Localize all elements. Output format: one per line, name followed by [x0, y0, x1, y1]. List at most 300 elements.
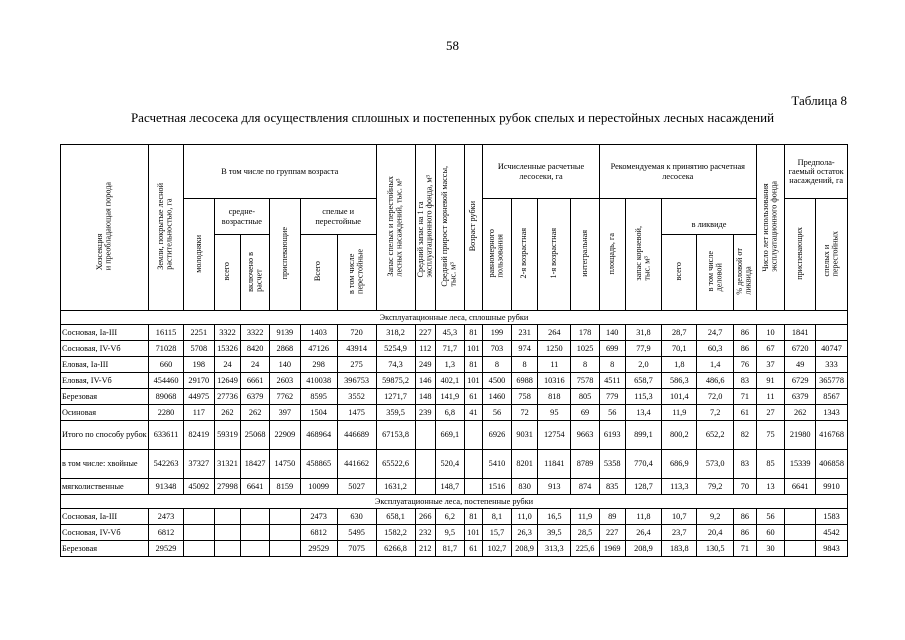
header-label: Число лет использования эксплуатационного фонда: [760, 181, 779, 272]
table-cell: 128,7: [625, 479, 662, 495]
table-cell: 65522,6: [376, 450, 415, 479]
table-cell: 264: [538, 325, 571, 341]
header-label: 2-я возрастная: [519, 228, 529, 279]
table-cell: 770,4: [625, 450, 662, 479]
table-cell: [464, 450, 482, 479]
table-cell: 31321: [214, 450, 241, 479]
row-label: Осиновая: [61, 405, 149, 421]
table-cell: 91348: [149, 479, 184, 495]
table-cell: 266: [415, 509, 435, 525]
table-title: Расчетная лесосека для осуществления сплошных и постепенных рубок спелых и перестойных лесных насаждений: [130, 110, 775, 125]
table-cell: 60,3: [697, 341, 734, 357]
table-cell: [183, 525, 214, 541]
table-cell: 8: [571, 357, 600, 373]
table-cell: 402,1: [436, 373, 465, 389]
col-header-avg-stock: [415, 145, 435, 311]
header-label: интегральная: [579, 230, 589, 277]
table-row: [61, 357, 848, 373]
table-cell: 59319: [214, 421, 241, 450]
table-cell: 669,1: [436, 421, 465, 450]
table-cell: 70: [734, 479, 757, 495]
table-cell: [415, 450, 435, 479]
table-cell: 11: [756, 389, 785, 405]
table-cell: 75: [756, 421, 785, 450]
col-header-business-pct: [734, 235, 757, 311]
table-cell: [269, 525, 300, 541]
col-group-recommended: Рекомендуемая к принятию расчетная лесосека: [599, 145, 756, 199]
table-cell: 25068: [241, 421, 270, 450]
row-label: Сосновая, IV-Vб: [61, 341, 149, 357]
table-cell: 8789: [571, 450, 600, 479]
col-header-liquid-business: [697, 235, 734, 311]
table-cell: [785, 541, 816, 557]
table-cell: 416768: [816, 421, 848, 450]
table-cell: 5358: [599, 450, 625, 479]
table-cell: 9,5: [436, 525, 465, 541]
col-header-maturing: [269, 199, 300, 311]
table-cell: 11,8: [625, 509, 662, 525]
col-header-liquid-total: [662, 235, 697, 311]
table-cell: 686,9: [662, 450, 697, 479]
table-cell: 1343: [816, 405, 848, 421]
table-cell: 6379: [241, 389, 270, 405]
table-cell: 8: [483, 357, 512, 373]
table-cell: 71: [734, 541, 757, 557]
table-cell: 1460: [483, 389, 512, 405]
table-cell: 183,8: [662, 541, 697, 557]
table-cell: 231: [511, 325, 538, 341]
table-cell: [183, 541, 214, 557]
table-cell: 446689: [337, 421, 376, 450]
col-header-first-age: [538, 199, 571, 311]
table-cell: 199: [483, 325, 512, 341]
table-cell: 37327: [183, 450, 214, 479]
table-cell: 262: [241, 405, 270, 421]
table-cell: 31,8: [625, 325, 662, 341]
table-cell: 45092: [183, 479, 214, 495]
row-label: Сосновая, IV-Vб: [61, 525, 149, 541]
table-row: [61, 405, 848, 421]
table-cell: 29529: [149, 541, 184, 557]
table-row: [61, 450, 848, 479]
table-cell: 699: [599, 341, 625, 357]
table-cell: 5410: [483, 450, 512, 479]
table-cell: 24: [214, 357, 241, 373]
table-cell: 974: [511, 341, 538, 357]
table-cell: 95: [538, 405, 571, 421]
table-cell: 60: [756, 525, 785, 541]
col-header-section: [61, 145, 149, 311]
table-cell: 83: [734, 450, 757, 479]
table-cell: 28,5: [571, 525, 600, 541]
table-cell: 1969: [599, 541, 625, 557]
table-cell: 15,7: [483, 525, 512, 541]
table-cell: 208,9: [511, 541, 538, 557]
row-label: Березовая: [61, 389, 149, 405]
table-cell: 15326: [214, 341, 241, 357]
table-cell: 40747: [816, 341, 848, 357]
table-cell: [785, 509, 816, 525]
table-cell: 112: [415, 341, 435, 357]
table-cell: 13,4: [625, 405, 662, 421]
table-cell: 72: [511, 405, 538, 421]
table-cell: 140: [269, 357, 300, 373]
table-cell: [269, 541, 300, 557]
table-row: [61, 421, 848, 450]
table-cell: 23,7: [662, 525, 697, 541]
header-label: Запас спелых и перестойных лесных насаждений, тыс. м³: [385, 176, 404, 277]
table-cell: 178: [571, 325, 600, 341]
table-cell: 249: [415, 357, 435, 373]
table-cell: 7,2: [697, 405, 734, 421]
table-cell: 24: [241, 357, 270, 373]
table-cell: 6379: [785, 389, 816, 405]
row-label: Еловая, Ia-III: [61, 357, 149, 373]
table-cell: 2868: [269, 341, 300, 357]
col-header-second-age: [511, 199, 538, 311]
row-label: Сосновая, Ia-III: [61, 509, 149, 525]
row-label: Итого по способу рубок: [61, 421, 149, 450]
row-label: Сосновая, Ia-III: [61, 325, 149, 341]
table-row: [61, 541, 848, 557]
table-cell: 21980: [785, 421, 816, 450]
col-header-ripe-stock: [376, 145, 415, 311]
table-cell: 86: [734, 525, 757, 541]
table-cell: 4500: [483, 373, 512, 389]
table-cell: 76: [734, 357, 757, 373]
table-cell: 11841: [538, 450, 571, 479]
table-cell: 11: [538, 357, 571, 373]
table-cell: 1841: [785, 325, 816, 341]
table-cell: 91: [756, 373, 785, 389]
header-label: Средний запас на 1 га эксплуатационного фонда, м³: [415, 175, 434, 278]
table-cell: 313,3: [538, 541, 571, 557]
table-row: [61, 373, 848, 389]
table-cell: 8567: [816, 389, 848, 405]
table-cell: 86: [734, 341, 757, 357]
table-cell: 141,9: [436, 389, 465, 405]
table-cell: 22909: [269, 421, 300, 450]
table-cell: 7075: [337, 541, 376, 557]
table-row: [61, 509, 848, 525]
table-cell: 77,9: [625, 341, 662, 357]
table-cell: 8420: [241, 341, 270, 357]
col-header-young: [183, 199, 214, 311]
table-cell: 1271,7: [376, 389, 415, 405]
table-cell: 9843: [816, 541, 848, 557]
col-header-years: [756, 145, 785, 311]
table-cell: 2251: [183, 325, 214, 341]
table-cell: 101: [464, 525, 482, 541]
table-cell: 365778: [816, 373, 848, 389]
col-header-forest-area: [149, 145, 184, 311]
table-row: [61, 389, 848, 405]
table-cell: 658,7: [625, 373, 662, 389]
col-header-avg-growth: [436, 145, 465, 311]
table-cell: 71,7: [436, 341, 465, 357]
table-body: [61, 311, 848, 557]
table-cell: 8: [599, 357, 625, 373]
table-cell: 10099: [300, 479, 337, 495]
table-cell: 9663: [571, 421, 600, 450]
table-cell: 44975: [183, 389, 214, 405]
table-cell: 397: [269, 405, 300, 421]
table-cell: 359,5: [376, 405, 415, 421]
row-label: в том числе: хвойные: [61, 450, 149, 479]
table-cell: 72,0: [697, 389, 734, 405]
header-label: % деловой от ликвида: [735, 248, 753, 295]
table-cell: 6729: [785, 373, 816, 389]
table-cell: 835: [599, 479, 625, 495]
table-cell: [241, 525, 270, 541]
section-title: Эксплуатационные леса, постепенные рубки: [61, 495, 848, 509]
table-cell: 81,7: [436, 541, 465, 557]
table-cell: 10: [756, 325, 785, 341]
col-group-liquid: в ликвиде: [662, 215, 756, 235]
table-row: [61, 479, 848, 495]
table-cell: 9031: [511, 421, 538, 450]
table-cell: 262: [214, 405, 241, 421]
table-cell: 1475: [337, 405, 376, 421]
table-cell: 61: [464, 389, 482, 405]
table-cell: 198: [183, 357, 214, 373]
table-cell: 1,4: [697, 357, 734, 373]
table-cell: 660: [149, 357, 184, 373]
table-cell: 7762: [269, 389, 300, 405]
table-cell: 520,4: [436, 450, 465, 479]
table-cell: [464, 421, 482, 450]
table-cell: 20,4: [697, 525, 734, 541]
col-header-area: [599, 199, 625, 311]
table-cell: 4542: [816, 525, 848, 541]
header-label: равномерного пользования: [487, 229, 505, 278]
header-label: всего: [674, 262, 683, 281]
table-cell: 3322: [214, 325, 241, 341]
col-group-ripe: спелые и перестойные: [300, 199, 376, 235]
table-cell: 29529: [300, 541, 337, 557]
table-cell: 1,8: [662, 357, 697, 373]
table-cell: 6641: [241, 479, 270, 495]
col-header-integral: [571, 199, 600, 311]
table-cell: 333: [816, 357, 848, 373]
table-cell: 10,7: [662, 509, 697, 525]
table-row: [61, 341, 848, 357]
header-label: всего: [222, 262, 232, 281]
col-header-overmature: [337, 235, 376, 311]
table-cell: [214, 509, 241, 525]
table-cell: 26,3: [511, 525, 538, 541]
table-cell: 658,1: [376, 509, 415, 525]
table-cell: 1631,2: [376, 479, 415, 495]
table-cell: 10316: [538, 373, 571, 389]
header-label: запас корневой, тыс. м³: [633, 226, 652, 281]
table-cell: 6926: [483, 421, 512, 450]
table-cell: 86: [734, 325, 757, 341]
table-cell: 652,2: [697, 421, 734, 450]
table-cell: 8: [511, 357, 538, 373]
col-header-rem-maturing: [785, 199, 816, 311]
table-cell: [214, 541, 241, 557]
table-cell: 82: [734, 421, 757, 450]
col-header-rem-ripe: [816, 199, 848, 311]
table-cell: 6,2: [436, 509, 465, 525]
table-cell: [241, 509, 270, 525]
table-cell: 56: [483, 405, 512, 421]
table-cell: 396753: [337, 373, 376, 389]
table-cell: 2473: [149, 509, 184, 525]
table-cell: 56: [599, 405, 625, 421]
table-cell: 298: [300, 357, 337, 373]
table-row: [61, 325, 848, 341]
table-cell: 3552: [337, 389, 376, 405]
col-group-age-groups: В том числе по группам возраста: [183, 145, 376, 199]
header-label: Хозсекция и преобладающая порода: [94, 182, 113, 271]
table-cell: 28,7: [662, 325, 697, 341]
table-cell: 83: [734, 373, 757, 389]
col-header-mid-included: [241, 235, 270, 311]
table-cell: 7578: [571, 373, 600, 389]
table-cell: 212: [415, 541, 435, 557]
table-cell: 113,3: [662, 479, 697, 495]
table-cell: 61: [464, 541, 482, 557]
table-cell: 633611: [149, 421, 184, 450]
page-number: 58: [446, 38, 459, 53]
table-cell: 779: [599, 389, 625, 405]
table-cell: 67153,8: [376, 421, 415, 450]
table-cell: 1516: [483, 479, 512, 495]
row-label: мягколиственные: [61, 479, 149, 495]
table-cell: 85: [756, 450, 785, 479]
table-cell: 89068: [149, 389, 184, 405]
table-cell: 16,5: [538, 509, 571, 525]
table-cell: 874: [571, 479, 600, 495]
table-cell: 11,9: [571, 509, 600, 525]
table-row: [61, 525, 848, 541]
table-cell: 486,6: [697, 373, 734, 389]
table-cell: 5495: [337, 525, 376, 541]
table-cell: 27736: [214, 389, 241, 405]
table-cell: 29170: [183, 373, 214, 389]
table-cell: 703: [483, 341, 512, 357]
table-cell: 318,2: [376, 325, 415, 341]
allowable-cut-table: [60, 144, 848, 557]
table-cell: 468964: [300, 421, 337, 450]
table-cell: 913: [538, 479, 571, 495]
table-cell: 61: [734, 405, 757, 421]
table-cell: 6988: [511, 373, 538, 389]
table-cell: [464, 479, 482, 495]
table-cell: 59875,2: [376, 373, 415, 389]
table-cell: 82419: [183, 421, 214, 450]
table-cell: 69: [571, 405, 600, 421]
table-cell: 232: [415, 525, 435, 541]
col-group-middle-aged: средне- возрастные: [214, 199, 269, 235]
table-cell: 47126: [300, 341, 337, 357]
header-label: спелых и перестойных: [821, 230, 840, 277]
table-cell: 2280: [149, 405, 184, 421]
table-cell: [241, 541, 270, 557]
table-cell: 208,9: [625, 541, 662, 557]
table-cell: 1582,2: [376, 525, 415, 541]
table-cell: [415, 479, 435, 495]
table-cell: 9910: [816, 479, 848, 495]
table-cell: 1504: [300, 405, 337, 421]
table-cell: [415, 421, 435, 450]
table-cell: 830: [511, 479, 538, 495]
table-cell: 18427: [241, 450, 270, 479]
table-cell: 3322: [241, 325, 270, 341]
table-cell: 630: [337, 509, 376, 525]
table-cell: 225,6: [571, 541, 600, 557]
table-cell: 275: [337, 357, 376, 373]
table-cell: 49: [785, 357, 816, 373]
table-cell: 758: [511, 389, 538, 405]
table-cell: 6266,8: [376, 541, 415, 557]
table-cell: 458865: [300, 450, 337, 479]
table-cell: 71: [734, 389, 757, 405]
table-cell: 14750: [269, 450, 300, 479]
table-cell: 1403: [300, 325, 337, 341]
table-cell: [183, 509, 214, 525]
table-cell: 6641: [785, 479, 816, 495]
section-title: Эксплуатационные леса, сплошные рубки: [61, 311, 848, 325]
table-cell: [816, 325, 848, 341]
table-cell: 89: [599, 509, 625, 525]
table-cell: 86: [734, 509, 757, 525]
table-cell: [269, 509, 300, 525]
table-cell: 67: [756, 341, 785, 357]
header-label: молодняки: [193, 234, 203, 273]
table-cell: 37: [756, 357, 785, 373]
col-group-liquid-spacer: [662, 199, 756, 215]
header-label: Возраст рубки: [468, 201, 478, 252]
table-cell: 70,1: [662, 341, 697, 357]
table-cell: 11,9: [662, 405, 697, 421]
table-cell: 4511: [599, 373, 625, 389]
table-cell: 6,8: [436, 405, 465, 421]
table-cell: 1250: [538, 341, 571, 357]
table-cell: 6812: [300, 525, 337, 541]
table-cell: 262: [785, 405, 816, 421]
table-cell: 9,2: [697, 509, 734, 525]
table-cell: [214, 525, 241, 541]
row-label: Березовая: [61, 541, 149, 557]
table-cell: 410038: [300, 373, 337, 389]
table-cell: 1583: [816, 509, 848, 525]
table-cell: 6720: [785, 341, 816, 357]
table-cell: 6193: [599, 421, 625, 450]
table-cell: 441662: [337, 450, 376, 479]
table-cell: 146: [415, 373, 435, 389]
table-cell: 81: [464, 357, 482, 373]
table-cell: 81: [464, 325, 482, 341]
table-cell: 9139: [269, 325, 300, 341]
table-cell: 239: [415, 405, 435, 421]
table-cell: 13: [756, 479, 785, 495]
table-cell: 11,0: [511, 509, 538, 525]
table-cell: 586,3: [662, 373, 697, 389]
table-cell: 818: [538, 389, 571, 405]
table-cell: 6812: [149, 525, 184, 541]
table-cell: 899,1: [625, 421, 662, 450]
table-cell: 41: [464, 405, 482, 421]
header-label: 1-я возрастная: [549, 228, 559, 279]
header-label: Земли, покрытые лесной растительностью, га: [156, 183, 175, 270]
table-cell: 115,3: [625, 389, 662, 405]
table-cell: 8595: [300, 389, 337, 405]
table-cell: 30: [756, 541, 785, 557]
table-cell: 5027: [337, 479, 376, 495]
